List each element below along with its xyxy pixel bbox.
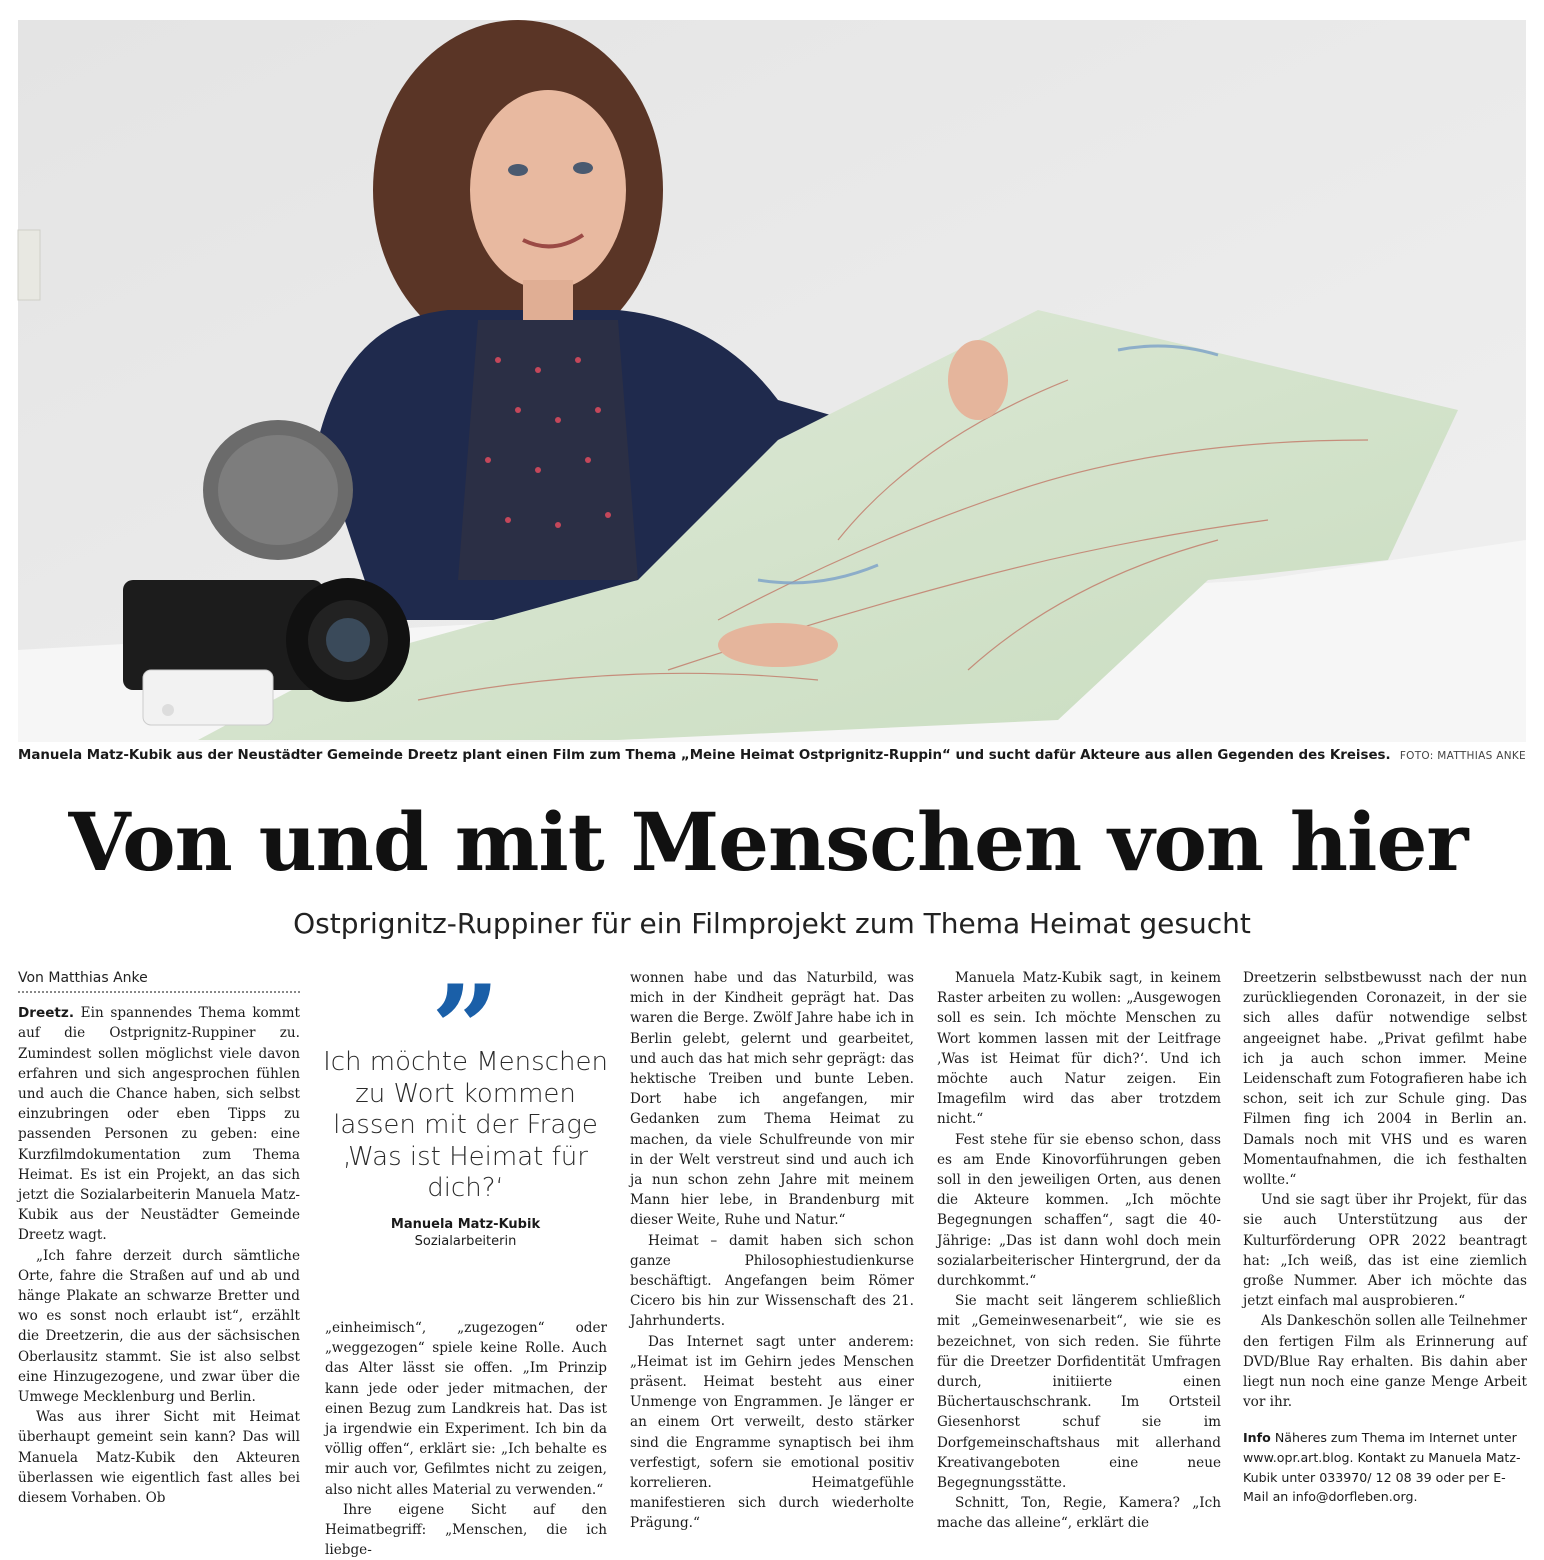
article-column-4	[937, 968, 1221, 1534]
paragraph: Ihre eigene Sicht auf den Heimatbegriff: „Menschen, die ich liebge-	[325, 1501, 607, 1559]
paragraph: „Ich fahre derzeit durch sämtliche Orte, fahre die Straßen auf und ab und hänge Plakate an schwarze Bretter und wo es sonst noch erlaubt ist“, erzählt die Dreetzerin, die aus der sächsischen Oberlausitz stammt. Sie ist also selbst eine Hinzugezogene, und zwar über die Umwege Mecklenburg und Berlin.	[18, 1247, 300, 1406]
paragraph: Sie macht seit längerem schließlich mit „Gemeinwesenarbeit“, wie sie es bezeichnet, von sich reden. Sie führte für die Dreetzer Dorfidentität Umfragen durch, initiierte einen Büchertauschschrank. Im Ortsteil Giesenhorst schuf sie im Dorfgemeinschaftshaus mit allerhand Kreativangeboten eine neue Begegnungsstätte.	[937, 1293, 1221, 1492]
paragraph: Als Dankeschön sollen alle Teilnehmer den fertigen Film als Erinnerung auf DVD/Blue Ray erhalten. Bis dahin aber liegt nun noch eine ganze Menge Arbeit vor ihr.	[1243, 1313, 1527, 1411]
article-column-3	[630, 968, 914, 1534]
byline: Von Matthias Anke	[18, 968, 300, 993]
article-photo	[18, 20, 1526, 742]
paragraph: Was aus ihrer Sicht mit Heimat überhaupt gemeint sein kann? Das will Manuela Matz-Kubik den Akteuren überlassen wie eigentlich fast alles bei diesem Vorhaben. Ob	[18, 1409, 300, 1507]
paragraph: Schnitt, Ton, Regie, Kamera? „Ich mache das alleine“, erklärt die	[937, 1495, 1221, 1532]
article-column-1	[18, 968, 300, 1508]
headline: Von und mit Menschen von hier	[68, 795, 1468, 889]
quote-text: Ich möchte Menschen zu Wort kommen lassen mit der Frage ‚Was ist Heimat für dich?‘	[323, 1047, 608, 1203]
pull-quote	[318, 959, 613, 1249]
info-label: Info	[1243, 1430, 1271, 1446]
quote-author: Manuela Matz-Kubik	[390, 1216, 541, 1232]
article-column-5	[1243, 968, 1527, 1507]
paragraph: Und sie sagt über ihr Projekt, für das sie auch Unterstützung aus der Kulturförderung OPR 2022 beantragt hat: „Ich weiß, das ist eine ziemlich große Nummer. Aber ich möchte das jetzt einfach mal ausprobieren.“	[1243, 1192, 1527, 1310]
paragraph: Dreetz. Ein spannendes Thema kommt auf die Ostprignitz-Ruppiner zu. Zumindest sollen möglichst viele davon erfahren und sich angesprochen fühlen und auch die Chance haben, sich selbst einzubringen oder eben Tipps zu passenden Personen zu geben: eine Kurzfilmdokumentation zum Thema Heimat. Es ist ein Projekt, an das sich jetzt die Sozialarbeiterin Manuela Matz-Kubik aus der Neustädter Gemeinde Dreetz wagt.	[18, 1005, 300, 1244]
paragraph: Das Internet sagt unter anderem: „Heimat ist im Gehirn jedes Menschen präsent. Heimat besteht aus einer Unmenge von Engrammen. Je länger er an einem Ort verweilt, desto stärker sind die Engramme synaptisch bei ihm verfestigt, sofern sie emotional positiv korrelieren. Heimatgefühle manifestieren sich durch wiederholte Prägung.“	[630, 1333, 914, 1532]
caption-text: Manuela Matz-Kubik aus der Neustädter Gemeinde Dreetz plant einen Film zum Thema „Meine Heimat Ostprignitz-Ruppin“ und sucht dafür Akteure aus allen Gegenden des Kreises.	[18, 748, 1391, 763]
paragraph: Heimat – damit haben sich schon ganze Philosophiestudienkurse beschäftigt. Angefangen beim Römer Cicero bis hin zur Wissenschaft des 21. Jahrhunderts.	[630, 1232, 914, 1330]
paragraph: wonnen habe und das Naturbild, was mich in der Kindheit geprägt hat. Das waren die Berge. Zwölf Jahre habe ich in Berlin gelebt, gelernt und gearbeitet, und auch das hat mich sehr geprägt: das hektische Treiben und bunte Leben. Dort habe ich angefangen, mir Gedanken zum Thema Heimat zu machen, da viele Schulfreunde von mir in der Welt verstreut sind und auch ich ja nun schon zehn Jahre mit meinem Mann hier lebe, in Brandenburg mit dieser Weite, Ruhe und Natur.“	[630, 970, 914, 1229]
paragraph: Dreetzerin selbstbewusst nach der nun zurückliegenden Coronazeit, in der sie sich alles dafür notwendige selbst angeeignet habe. „Privat gefilmt habe ich ja auch schon immer. Meine Leidenschaft zum Fotografieren habe ich schon, seit ich zur Schule ging. Das Filmen fing ich 2004 in Berlin an. Damals noch mit VHS und es waren Momentaufnahmen, die ich festhalten wollte.“	[1243, 970, 1527, 1189]
paragraph: „einheimisch“, „zugezogen“ oder „weggezogen“ spiele keine Rolle. Auch das Alter lässt sie offen. „Im Prinzip kann jede oder jeder mitmachen, der einen Bezug zum Landkreis hat. Das ist ja irgendwie ein Experiment. Ich bin da völlig offen“, erklärt sie: „Ich behalte es mir auch vor, Gefilmtes nicht zu zeigen, also nicht alles Material zu verwenden.“	[325, 1320, 607, 1498]
info-box	[1243, 1428, 1527, 1506]
paragraph: Fest stehe für sie ebenso schon, dass es am Ende Kinovorführungen geben soll in den jeweiligen Orten, aus denen die Akteure kommen. „Ich möchte Begegnungen schaffen“, sagt die 40-Jährige: „Das ist dann wohl doch mein sozialarbeiterischer Hintergrund, der da durchkommt.“	[937, 1131, 1221, 1290]
quote-role: Sozialarbeiterin	[414, 1233, 517, 1249]
subheadline: Ostprignitz-Ruppiner für ein Filmprojekt zum Thema Heimat gesucht	[293, 907, 1251, 940]
paragraph: Manuela Matz-Kubik sagt, in keinem Raster arbeiten zu wollen: „Ausgewogen soll es sein. Ich möchte Menschen zu Wort kommen lassen mit der Leitfrage ‚Was ist Heimat für dich?‘. Und ich möchte auch Natur zeigen. Ein Imagefilm wird das aber trotzdem nicht.“	[937, 970, 1221, 1128]
article-column-2	[325, 1318, 607, 1560]
photo-credit: FOTO: MATTHIAS ANKE	[1399, 750, 1526, 762]
quote-mark-icon: ”	[430, 959, 501, 1100]
dateline: Dreetz.	[18, 1005, 75, 1022]
info-text: Näheres zum Thema im Internet unter www.opr.art.blog. Kontakt zu Manuela Matz-Kubik unter 033970/ 12 08 39 oder per E-Mail an info@dorfleben.org.	[1243, 1430, 1521, 1505]
photo-caption	[18, 748, 1526, 770]
